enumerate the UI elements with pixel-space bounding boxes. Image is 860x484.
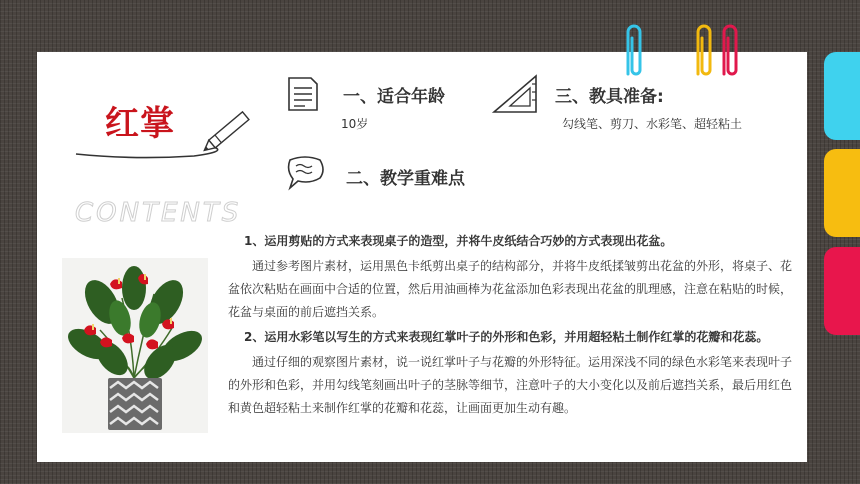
paperclip-icon: [692, 22, 716, 82]
page-title: 红掌: [105, 104, 175, 144]
anthurium-plant-image: [62, 258, 208, 433]
section-age-heading: 一、适合年龄: [343, 87, 445, 107]
side-tab-pink[interactable]: [824, 247, 860, 335]
document-icon: [283, 74, 323, 114]
contents-watermark: CONTENTS: [75, 198, 242, 228]
paperclip-icon: [622, 22, 646, 82]
side-tab-yellow[interactable]: [824, 149, 860, 237]
point-1-body: 通过参考图片素材，运用黑色卡纸剪出桌子的结构部分，并将牛皮纸揉皱剪出花盆的外形，将桌子、花盆依次粘贴在画面中合适的位置，然后用油画棒为花盆添加色彩表现出花盆的肌理感，注意在粘贴的时候，花盆与桌面的前后遮挡关系。: [228, 259, 793, 319]
anthurium-photo: [62, 258, 208, 433]
side-tab-cyan[interactable]: [824, 52, 860, 140]
section-focus-heading: 二、教学重难点: [346, 169, 465, 189]
pencil-icon: [74, 108, 254, 168]
ruler-icon: [490, 72, 542, 118]
section-tools-heading: 三、教具准备:: [555, 87, 664, 107]
section-tools-text: 勾线笔、剪刀、水彩笔、超轻粘土: [562, 117, 743, 131]
paperclip-icon: [718, 22, 742, 82]
point-2-body: 通过仔细的观察图片素材，说一说红掌叶子与花瓣的外形特征。运用深浅不同的绿色水彩笔来表现叶子的外形和色彩，并用勾线笔刻画出叶子的茎脉等细节，注意叶子的大小变化以及前后遮挡关系，最后用红色和黄色超轻粘土来制作红掌的花瓣和花蕊，让画面更加生动有趣。: [228, 355, 793, 415]
point-1-title: 1、运用剪贴的方式来表现桌子的造型，并将牛皮纸结合巧妙的方式表现出花盆。: [244, 234, 673, 248]
point-2-title: 2、运用水彩笔以写生的方式来表现红掌叶子的外形和色彩，并用超轻粘土制作红掌的花瓣和花蕊。: [244, 330, 769, 344]
section-age-text: 10岁: [341, 117, 369, 131]
content-body: [228, 230, 798, 420]
speech-bubble-icon: [284, 154, 326, 192]
